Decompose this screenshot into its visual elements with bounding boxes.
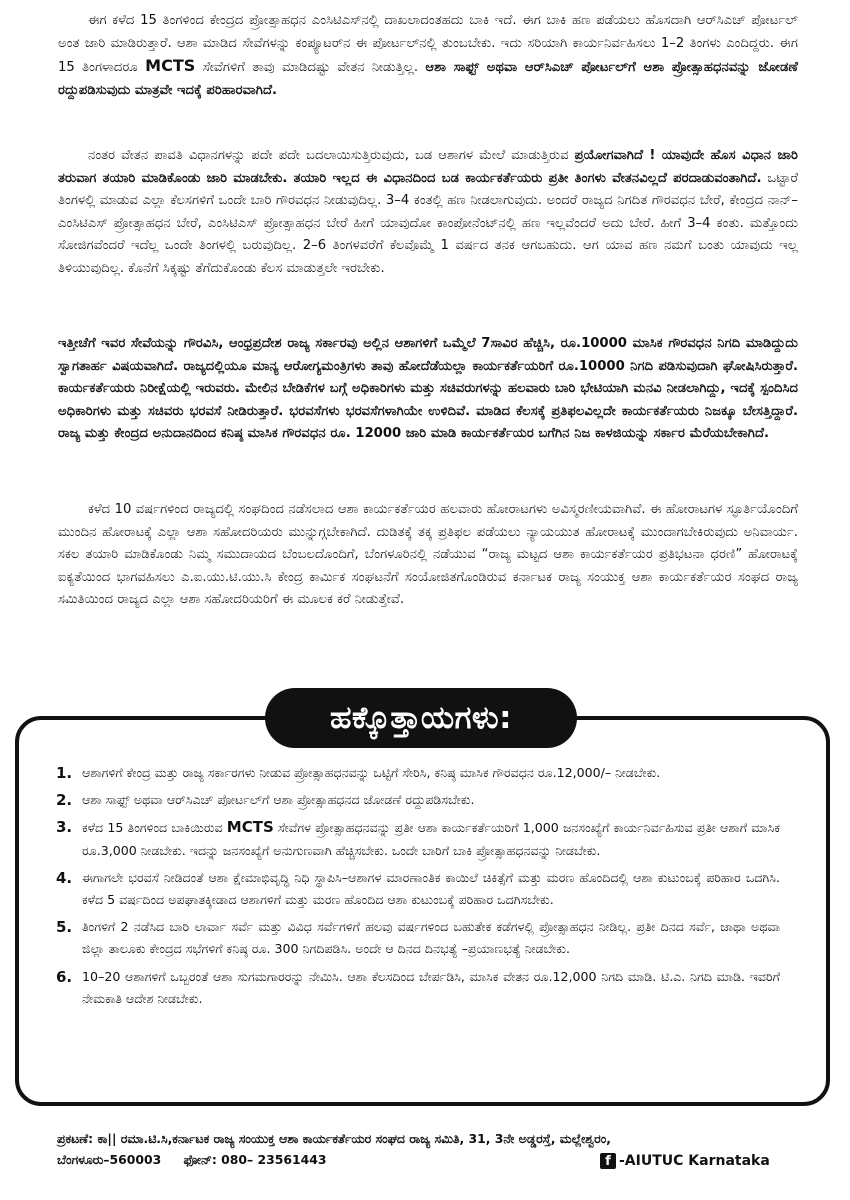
demand-text-a: ಆಶಾಗಳಿಗೆ ಕೇಂದ್ರ ಮತ್ತು ರಾಜ್ಯ ಸರ್ಕಾರಗಳು ನೀಡುವ ಪ್ರೋತ್ಸಾಹಧನವನ್ನು ಒಟ್ಟಿಗೆ ಸೇರಿಸಿ, ಕನಿಷ್ಠ ಮಾಸಿಕ ಗೌರವಧನ ರೂ.12,000/– ನೀಡಬೇಕು. (82, 765, 661, 780)
demand-number: 4. (56, 868, 73, 887)
demand-text-a: ತಿಂಗಳಿಗೆ 2 ನಡೆಸಿದ ಬಾರಿ ಲಾರ್ವಾ ಸರ್ವೆ ಮತ್ತು ವಿವಿಧ ಸರ್ವೆಗಳಿಗೆ ಹಲವು ವರ್ಷಗಳಿಂದ ಬಹುತೇಕ ಕಡೆಗಳಲ್ಲಿ ಪ್ರೋತ್ಸಾಹಧನ ನೀಡಿಲ್ಲ. ಪ್ರತೀ ದಿನದ ಸರ್ವೆ, ಜಾಥಾ ಅಥವಾ ಜಿಲ್ಲಾ ತಾಲೂಕು ಕೇಂದ್ರದ ಸಭೆಗಳಿಗೆ ಕನಿಷ್ಠ ರೂ. 300 ನಿಗದಿಪಡಿಸಿ. ಅಂದೇ ಆ ದಿನದ ದಿನಭತ್ಯೆ –ಪ್ರಯಾಣಭತ್ಯೆ ನೀಡಬೇಕು. (82, 919, 780, 957)
demand-text-b: ಸೇವೆಗಳ ಪ್ರೋತ್ಸಾಹಧನವನ್ನು ಪ್ರತೀ ಆಶಾ ಕಾರ್ಯಕರ್ತೆಯರಿಗೆ 1,000 ಜನಸಂಖ್ಯೆಗೆ ಕಾರ್ಯನಿರ್ವಹಿಸುವ ಪ್ರತೀ ಆಶಾಗೆ ಮಾಸಿಕ ರೂ.3,000 ನೀಡಬೇಕು. ಇದನ್ನು ಜನಸಂಖ್ಯೆಗೆ ಅನುಗುಣವಾಗಿ ಹೆಚ್ಚಿಸಬೇಕು. ಒಂದೇ ಬಾರಿಗೆ ಬಾಕಿ ಪ್ರೋತ್ಸಾಹಧನವನ್ನು ನೀಡಬೇಕು. (82, 820, 780, 858)
demand-item-4 (56, 867, 780, 911)
demand-item-1 (56, 762, 780, 784)
demand-text (82, 789, 780, 811)
demand-item-6 (56, 966, 780, 1010)
paragraph-3-bold: ಇತ್ತೀಚೆಗೆ ಇವರ ಸೇವೆಯನ್ನು ಗೌರವಿಸಿ, ಆಂಧ್ರಪ್ರದೇಶ ರಾಜ್ಯ ಸರ್ಕಾರವು ಅಲ್ಲಿನ ಆಶಾಗಳಿಗೆ ಒಮ್ಮೆಲೆ 7ಸಾವಿರ ಹೆಚ್ಚಿಸಿ, ರೂ.10000 ಮಾಸಿಕ ಗೌರವಧನ ನಿಗದಿ ಮಾಡಿದ್ದುದು ಸ್ವಾಗತಾರ್ಹ ವಿಷಯವಾಗಿದೆ. ರಾಜ್ಯದಲ್ಲಿಯೂ ಮಾನ್ಯ ಆರೋಗ್ಯಮಂತ್ರಿಗಳು ತಾವು ಹೋದೆಡೆಯಲ್ಲಾ ಕಾರ್ಯಕರ್ತೆಯರಿಗೆ ರೂ.10000 ನಿಗದಿ ಪಡಿಸುವುದಾಗಿ ಘೋಷಿಸಿರುತ್ತಾರೆ. ಕಾರ್ಯಕರ್ತೆಯರು ನಿರೀಕ್ಷೆಯಲ್ಲಿ ಇರುವರು. ಮೇಲಿನ ಬೇಡಿಕೆಗಳ ಬಗ್ಗೆ ಅಧಿಕಾರಿಗಳು ಮತ್ತು ಸಚಿವರುಗಳನ್ನು ಹಲವಾರು ಬಾರಿ ಭೇಟಿಯಾಗಿ ಮನವಿ ನೀಡಲಾಗಿದ್ದು, ಇದಕ್ಕೆ ಸ್ಪಂದಿಸಿದ ಅಧಿಕಾರಿಗಳು ಮತ್ತು ಸಚಿವರು ಭರವಸೆ ನೀಡಿರುತ್ತಾರೆ. ಭರವಸೆಗಳು ಭರವಸೆಗಳಾಗಿಯೇ ಉಳಿದಿವೆ. ಮಾಡಿದ ಕೆಲಸಕ್ಕೆ ಪ್ರತಿಫಲವಿಲ್ಲದೇ ಕಾರ್ಯಕರ್ತೆಯರು ನಿಜಕ್ಕೂ ಬೇಸತ್ತಿದ್ದಾರೆ. ರಾಜ್ಯ ಮತ್ತು ಕೇಂದ್ರದ ಅನುದಾನದಿಂದ ಕನಿಷ್ಠ ಮಾಸಿಕ ಗೌರವಧನ ರೂ. 12000 ಜಾರಿ ಮಾಡಿ ಕಾರ್ಯಕರ್ತೆಯರ ಬಗೆಗಿನ ನಿಜ ಕಾಳಜಿಯನ್ನು ಸರ್ಕಾರ ಮೆರೆಯಬೇಕಾಗಿದೆ. (58, 336, 798, 442)
demands-title: ಹಕ್ಕೊತ್ತಾಯಗಳು: (265, 688, 577, 748)
footer-publisher-line (57, 1128, 797, 1149)
demand-number: 1. (56, 764, 73, 782)
demand-number: 6. (56, 967, 73, 986)
mcts-label: MCTS (226, 818, 274, 837)
paragraph-1-text: ಈಗ ಕಳೆದ 15 ತಿಂಗಳಿಂದ ಕೇಂದ್ರದ ಪ್ರೋತ್ಸಾಹಧನ ಎಂಸಿಟಿಎಸ್‌ನಲ್ಲಿ ದಾಖಲಾದಂತಹದು ಬಾಕಿ ಇದೆ. ಈಗ ಬಾಕಿ ಹಣ ಪಡೆಯಲು ಹೊಸದಾಗಿ ಆರ್‌ಸಿಎಚ್ ಪೋರ್ಟಲ್ ಅಂತ ಜಾರಿ ಮಾಡಿರುತ್ತಾರೆ. ಆಶಾ ಮಾಡಿದ ಸೇವೆಗಳನ್ನು ಕಂಪ್ಯೂಟರ್‌ನ ಈ ಪೋರ್ಟಲ್‌ನಲ್ಲಿ ತುಂಬಬೇಕು. ಇದು ಸರಿಯಾಗಿ ಕಾರ್ಯನಿರ್ವಹಿಸಲು 1–2 ತಿಂಗಳು ಎಂದಿದ್ದರು. ಈಗ 15 ತಿಂಗಳಾದರೂ (58, 13, 798, 76)
demand-number: 2. (56, 791, 73, 810)
paragraph-2-bold: ಪ್ರಯೋಗವಾಗಿದೆ ! ಯಾವುದೇ ಹೊಸ ವಿಧಾನ ಜಾರಿ ತರುವಾಗ ತಯಾರಿ ಮಾಡಿಕೊಂಡು ಜಾರಿ ಮಾಡಬೇಕು. ತಯಾರಿ ಇಲ್ಲದ ಈ ವಿಧಾನದಿಂದ ಬಡ ಕಾರ್ಯಕರ್ತೆಯರು ಪ್ರತೀ ತಿಂಗಳು ವೇತನವಿಲ್ಲದೆ ಪರದಾಡುವಂತಾಗಿದೆ. (58, 148, 798, 186)
demand-text (82, 867, 780, 911)
demands-list (56, 762, 780, 1015)
demand-number: 3. (56, 818, 73, 837)
publisher-text: ಕಾ|| ರಮಾ.ಟಿ.ಸಿ,ಕರ್ನಾಟಕ ರಾಜ್ಯ ಸಂಯುಕ್ತ ಆಶಾ ಕಾರ್ಯಕರ್ತೆಯರ ಸಂಘದ ರಾಜ್ಯ ಸಮಿತಿ, 31, 3ನೇ ಅಡ್ಡರಸ್ತೆ, ಮಲ್ಲೇಶ್ವರಂ, (97, 1131, 611, 1146)
facebook-icon: f (600, 1153, 616, 1169)
demand-text (82, 816, 780, 861)
paragraph-2-text-b: ಒಟ್ಟಾರೆ ತಿಂಗಳಲ್ಲಿ ಮಾಡುವ ಎಲ್ಲಾ ಕೆಲಸಗಳಿಗೆ ಒಂದೇ ಬಾರಿ ಗೌರವಧನ ನೀಡುವುದಿಲ್ಲ. 3–4 ಕಂತಲ್ಲಿ ಹಣ ನೀಡಲಾಗುವುದು. ಅಂದರೆ ರಾಜ್ಯದ ನಿಗದಿತ ಗೌರವಧನ ಬೇರೆ, ಕೇಂದ್ರದ ನಾನ್–ಎಂಸಿಟಿಎಸ್ ಪ್ರೋತ್ಸಾಹಧನ ಬೇರೆ, ಎಂಸಿಟಿಎಸ್ ಪ್ರೋತ್ಸಾಹಧನ ಬೇರೆ ಹೀಗೆ ಯಾವುದೋ ಕಾಂಪೋನೆಂಟ್‌ನಲ್ಲಿ ಹಣ ಇಲ್ಲವೆಂದರೆ ಅದು ಬೇರೆ. ಹೀಗೆ 3–4 ಕಂತು. ಮತ್ತೊಂದು ಸೋಜಿಗವೆಂದರೆ ಇದೆಲ್ಲ ಒಂದೇ ತಿಂಗಳಲ್ಲಿ ಬರುವುದಿಲ್ಲ. 2–6 ತಿಂಗಳವರೆಗೆ ಕೆಲವೊಮ್ಮೆ 1 ವರ್ಷದ ತನಕ ಆಗಬಹುದು. ಆಗ ಯಾವ ಹಣ ನಮಗೆ ಬಂತು ಯಾವುದು ಇಲ್ಲ ತಿಳಿಯುವುದಿಲ್ಲ. ಕೊನೆಗೆ ಸಿಕ್ಕಷ್ಟು ತೆಗೆದುಕೊಂಡು ಕೆಲಸ ಮಾಡುತ್ತಲೇ ಇರಬೇಕು. (58, 170, 798, 276)
paragraph-1-bold: ಆಶಾ ಸಾಫ್ಟ್ ಅಥವಾ ಆರ್‌ಸಿಎಚ್ ಪೋರ್ಟಲ್‌ಗೆ ಆಶಾ ಪ್ರೋತ್ಸಾಹಧನವನ್ನು ಜೋಡಣೆ ರದ್ದುಪಡಿಸುವುದು ಮಾತ್ರವೇ ಇದಕ್ಕೆ ಪರಿಹಾರವಾಗಿದೆ. (58, 60, 798, 98)
demand-text (82, 966, 780, 1010)
paragraph-4 (58, 499, 798, 612)
demand-text (82, 916, 780, 960)
paragraph-2 (58, 145, 798, 281)
city-text: ಬೆಂಗಳೂರು–560003 (57, 1152, 162, 1167)
demand-text (82, 762, 780, 784)
mcts-label: MCTS (145, 56, 196, 76)
demand-text-a: 10–20 ಆಶಾಗಳಿಗೆ ಒಬ್ಬರಂತೆ ಆಶಾ ಸುಗಮಗಾರರನ್ನು ನೇಮಿಸಿ. ಆಶಾ ಕೆಲಸದಿಂದ ಬೇರ್ಪಡಿಸಿ, ಮಾಸಿಕ ವೇತನ ರೂ.12,000 ನಿಗದಿ ಮಾಡಿ. ಟಿ.ಎ. ನಿಗದಿ ಮಾಡಿ. ಇವರಿಗೆ ನೇಮಕಾತಿ ಆದೇಶ ನೀಡಬೇಕು. (82, 968, 780, 1006)
phone-number: 080– 23561443 (221, 1152, 327, 1167)
demand-text-a: ಕಳೆದ 15 ತಿಂಗಳಿಂದ ಬಾಕಿಯಿರುವ (82, 820, 223, 836)
demand-item-5 (56, 916, 780, 960)
facebook-link[interactable] (600, 1153, 770, 1169)
paragraph-1-text-b: ಸೇವೆಗಳಿಗೆ ತಾವು ಮಾಡಿದಷ್ಟು ವೇತನ ನೀಡುತ್ತಿಲ್ಲ. (202, 60, 419, 76)
paragraph-4-text: ಕಳೆದ 10 ವರ್ಷಗಳಿಂದ ರಾಜ್ಯದಲ್ಲಿ ಸಂಘದಿಂದ ನಡೆಸಲಾದ ಆಶಾ ಕಾರ್ಯಕರ್ತೆಯರ ಹಲವಾರು ಹೋರಾಟಗಳು ಅವಿಸ್ಮರಣೀಯವಾಗಿವೆ. ಈ ಹೋರಾಟಗಳ ಸ್ಫೂರ್ತಿಯೊಂದಿಗೆ ಮುಂದಿನ ಹೋರಾಟಕ್ಕೆ ಎಲ್ಲಾ ಆಶಾ ಸಹೋದರಿಯರು ಮುನ್ನುಗ್ಗಬೇಕಾಗಿದೆ. ದುಡಿತಕ್ಕೆ ತಕ್ಕ ಪ್ರತಿಫಲ ಪಡೆಯಲು ನ್ಯಾಯಯುತ ಹೋರಾಟಕ್ಕೆ ಮುಂದಾಗಬೇಕಿರುವುದು ಅನಿವಾರ್ಯ. ಸಕಲ ತಯಾರಿ ಮಾಡಿಕೊಂಡು ನಿಮ್ಮ ಸಮುದಾಯದ ಬೆಂಬಲದೊಂದಿಗೆ, ಬೆಂಗಳೂರಿನಲ್ಲಿ ನಡೆಯುವ “ರಾಜ್ಯ ಮಟ್ಟದ ಆಶಾ ಕಾರ್ಯಕರ್ತೆಯರ ಪ್ರತಿಭಟನಾ ಧರಣಿ” ಹೋರಾಟಕ್ಕೆ ಐಕ್ಯತೆಯಿಂದ ಭಾಗವಹಿಸಲು ಎ.ಐ.ಯು.ಟಿ.ಯು.ಸಿ ಕೇಂದ್ರ ಕಾರ್ಮಿಕ ಸಂಘಟನೆಗೆ ಸಂಯೋಜಿತಗೊಂಡಿರುವ ಕರ್ನಾಟಕ ರಾಜ್ಯ ಸಂಯುಕ್ತ ಆಶಾ ಕಾರ್ಯಕರ್ತೆಯರ ಸಂಘದ ರಾಜ್ಯ ಸಮಿತಿಯಿಂದ ರಾಜ್ಯದ ಎಲ್ಲಾ ಆಶಾ ಸಹೋದರಿಯರಿಗೆ ಈ ಮೂಲಕ ಕರೆ ನೀಡುತ್ತೇವೆ. (58, 502, 798, 608)
paragraph-1 (58, 10, 798, 102)
publisher-label: ಪ್ರಕಟಣೆ: (57, 1131, 94, 1146)
paragraph-3 (58, 333, 798, 446)
demand-number: 5. (56, 918, 73, 937)
demand-item-2 (56, 789, 780, 811)
demand-item-3 (56, 816, 780, 861)
demand-text-a: ಆಶಾ ಸಾಫ್ಟ್ ಅಥವಾ ಆರ್‌ಸಿಎಚ್ ಪೋರ್ಟಲ್‌ಗೆ ಆಶಾ ಪ್ರೋತ್ಸಾಹಧನದ ಜೋಡಣೆ ರದ್ದುಪಡಿಸಬೇಕು. (82, 792, 475, 808)
paragraph-2-text: ನಂತರ ವೇತನ ಪಾವತಿ ವಿಧಾನಗಳನ್ನು ಪದೇ ಪದೇ ಬದಲಾಯಿಸುತ್ತಿರುವುದು, ಬಡ ಆಶಾಗಳ ಮೇಲೆ ಮಾಡುತ್ತಿರುವ (88, 148, 569, 163)
facebook-handle: -AIUTUC Karnataka (619, 1153, 770, 1169)
phone-label: ಫೋನ್: (183, 1152, 217, 1167)
demand-text-a: ಈಗಾಗಲೇ ಭರವಸೆ ನೀಡಿದಂತೆ ಆಶಾ ಕ್ಷೇಮಾಭಿವೃದ್ಧಿ ನಿಧಿ ಸ್ಥಾಪಿಸಿ–ಆಶಾಗಳ ಮಾರಣಾಂತಿಕ ಕಾಯಿಲೆ ಚಿಕಿತ್ಸೆಗೆ ಮತ್ತು ಮರಣ ಹೊಂದಿದಲ್ಲಿ ಆಶಾ ಕುಟುಂಬಕ್ಕೆ ಪರಿಹಾರ ಒದಗಿಸಿ. ಕಳೆದ 5 ವರ್ಷದಿಂದ ಅಪಘಾತಕ್ಕೀಡಾದ ಆಶಾಗಳಿಗೆ ಮತ್ತು ಮರಣ ಹೊಂದಿದ ಆಶಾ ಕುಟುಂಬಕ್ಕೆ ಪರಿಹಾರ ಒದಗಿಸಬೇಕು. (82, 869, 780, 908)
